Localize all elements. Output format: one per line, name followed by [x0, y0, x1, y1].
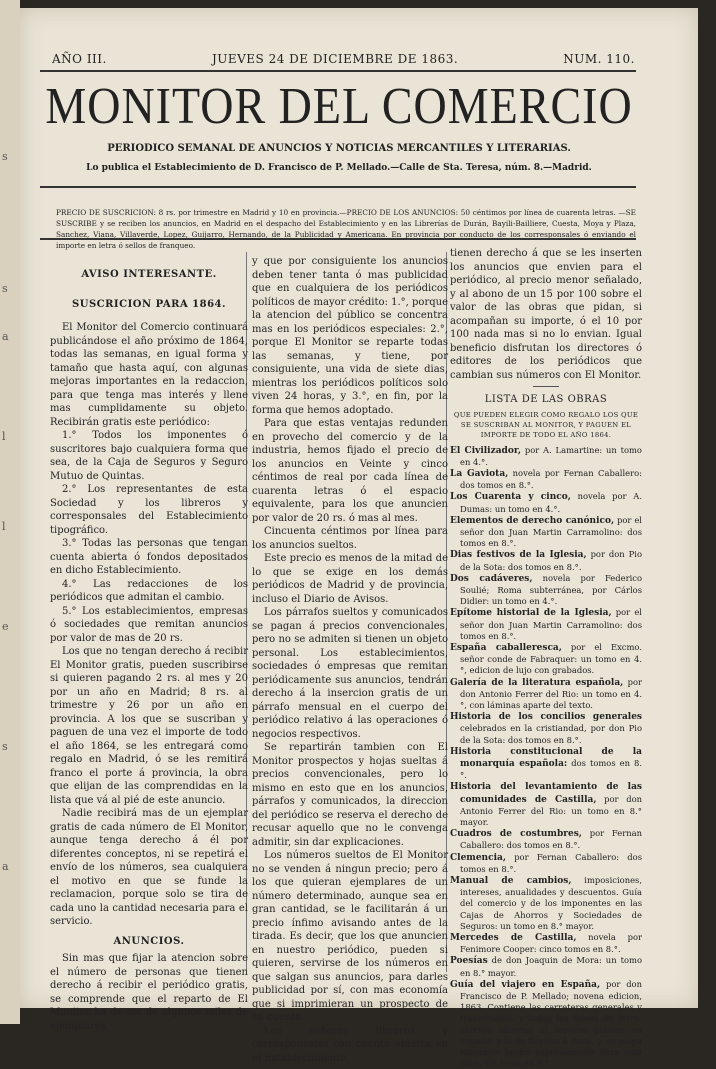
book-title: Historia del levantamiento de las comunidades de Castilla, — [450, 782, 642, 804]
book-title: Elementos de derecho canónico, — [450, 516, 614, 526]
paragraph: Cincuenta céntimos por línea para los anuncios sueltos. — [252, 525, 448, 552]
paragraph: El Monitor del Comercio continuará publicándose el año próximo de 1864, todas las semanas, en igual forma y tamaño que hasta aquí, con algunas mejoras importantes en la redaccion, para que tenga mas interés y llene mas cumplidamente su objeto. Recibirán gratis este periódico: — [50, 321, 248, 429]
paragraph: y que por consiguiente los anuncios deben tener tanta ó mas publicidad que en cualquiera de los periódicos políticos de mayor crédito: 1.°, porque la atencion del público se concentra mas en los periódicos especiales: 2.°, porque El Monitor se reparte todas las semanas, y tiene, por consiguiente, una vida de siete dias, mientras los periódicos políticos solo viven 24 horas, y 3.°, en fin, por la forma que hemos adoptado. — [252, 255, 448, 417]
masthead-subtitle: PERIODICO SEMANAL DE ANUNCIOS Y NOTICIAS MERCANTILES Y LITERARIAS. — [40, 143, 638, 154]
book-list-item — [450, 711, 642, 746]
book-details: por Fernan Caballero: dos tomos en 8.°. — [460, 828, 642, 850]
book-title: Mercedes de Castilla, — [450, 933, 576, 943]
number-label: NUM. 110. — [563, 52, 635, 66]
edge-letter: s — [2, 282, 8, 295]
book-details: novela por Fenimore Cooper: cinco tomos en 8.°. — [460, 932, 642, 954]
top-rule — [40, 70, 636, 72]
date-label: JUEVES 24 DE DICIEMBRE DE 1863. — [212, 52, 458, 66]
edge-letter: l — [2, 430, 6, 443]
column-1 — [50, 262, 248, 1033]
masthead-title: MONITOR DEL COMERCIO — [40, 76, 638, 135]
book-details: por el Excmo. señor conde de Fabraquer: un tomo en 4.°, edicion de lujo con grabados. — [460, 642, 642, 675]
book-title: Galería de la literatura española, — [450, 678, 623, 688]
paragraph: Nadie recibirá mas de un ejemplar gratis de cada número de El Monitor, aunque tenga derecho á él por diferentes conceptos, ni se repetirá el envío de los números, sea cualquiera el motivo en que se funde la reclamacion, porque solo se tira de cada uno la cantidad necesaria para el servicio. — [50, 807, 248, 929]
book-details: celebrados en la cristiandad, por don Pio de la Sota: dos tomos en 8.°. — [460, 723, 642, 744]
book-title: España caballeresca, — [450, 643, 562, 653]
book-details: novela por A. Dumas: un tomo en 4.°. — [460, 491, 642, 513]
publisher-line: Lo publica el Establecimiento de D. Francisco de P. Mellado.—Calle de Sta. Teresa, núm. 8.—Madrid. — [40, 163, 638, 173]
book-list-item — [450, 932, 642, 955]
paragraph: Se repartirán tambien con El Monitor prospectos y hojas sueltas á precios convencionales, pero lo mismo en esto que en los anuncios, párrafos y comunicados, la direccion del periódico se reserva el derecho de recusar aquello que no le convenga admitir, sin dar explicaciones. — [252, 741, 448, 849]
book-list-item — [450, 642, 642, 677]
edge-letter: s — [2, 740, 8, 753]
column-3 — [450, 247, 642, 1069]
book-list-item — [450, 677, 642, 712]
section-heading: AVISO INTERESANTE. — [50, 268, 248, 282]
book-title: Cuadros de costumbres, — [450, 829, 582, 839]
edge-letter: e — [2, 620, 9, 633]
book-title: La Gaviota, — [450, 469, 508, 479]
paragraph: Los párrafos sueltos y comunicados se pagan á precios convencionales, pero no se admiten si tienen un objeto personal. Los establecimientos, sociedades ó empresas que remitan periódicamente sus anuncios, tendrán derecho á la insercion gratis de un párrafo mensual en el cuerpo del periódico relativo á las operaciones ó negocios respectivos. — [252, 606, 448, 741]
left-page-edge — [0, 0, 20, 1024]
paragraph: Sin mas que fijar la atencion sobre el número de personas que tienen derecho á recibir el periódico gratis, se comprende que el reparto de El Monitor ha de ser de algunos miles de ejemplares, — [50, 952, 248, 1033]
short-rule — [533, 386, 559, 387]
paragraph: 1.° Todos los imponentes ó suscritores bajo cualquiera forma que sea, de la Caja de Seguros y Seguro Mutuo de Quintas. — [50, 429, 248, 483]
paragraph: 5.° Los establecimientos, empresas ó sociedades que remitan anuncios por valor de mas de 20 rs. — [50, 605, 248, 646]
paragraph: Los que no tengan derecho á recibir El Monitor gratis, pueden suscribirse si quieren pagando 2 rs. al mes y 20 por un año en Madrid; 8 rs. al trimestre y 26 por un año en provincia. A los que se suscriban y paguen de una vez el importe de todo el año 1864, se les entregará como regalo en Madrid, ó se les remitirá franco el porte á provincia, la obra que elijan de las comprendidas en la lista que vá al pié de este anuncio. — [50, 645, 248, 807]
book-details: novela por Federico Soulié; Roma subterránea, por Cárlos Didier: un tomo en 4.°. — [460, 573, 642, 606]
paragraph: 2.° Los representantes de esta Sociedad y los libreros y corresponsales del Establecimiento tipográfico. — [50, 483, 248, 537]
book-title: Dias festivos de la Iglesia, — [450, 550, 587, 560]
book-list-item — [450, 781, 642, 828]
book-details: por don Francisco de P. Mellado; novena edicion, 1863. Contiene las carreteras generales y trasversales, y todas las líneas de ferro-carriles abiertas al servicio público en España, y la de Bayona á Paris, y un mapa itinerario hecho expresamente para esta obra. Un tomo en 8.°. — [460, 979, 642, 1068]
book-list-item — [450, 468, 642, 491]
book-title: Epítome historial de la Iglesia, — [450, 608, 612, 618]
book-title: Poesías — [450, 956, 488, 966]
list-title: LISTA DE LAS OBRAS — [450, 393, 642, 407]
book-list-item — [450, 491, 642, 514]
paragraph: tienen derecho á que se les inserten los anuncios que envien para el periódico, al precio menor señalado, y al abono de un 15 por 100 sobre el valor de las obras que pidan, si acompañan su importe, ó el 10 por 100 nada mas si no lo envian. Igual beneficio disfrutan los directores ó editores de los periódicos que cambian sus números con El Monitor. — [450, 247, 642, 382]
section-subheading: SUSCRICION PARA 1864. — [50, 298, 248, 312]
edge-letter: a — [2, 330, 9, 343]
book-details: por don Antonio Ferrer del Rio: un tomo en 4.°, con láminas aparte del texto. — [460, 677, 642, 710]
book-title: El Civilizador, — [450, 446, 521, 456]
book-details: novela por Fernan Caballero: dos tomos en 8.°. — [460, 468, 642, 490]
column-2 — [252, 255, 448, 1065]
year-label: AÑO III. — [52, 52, 107, 66]
book-list-item — [450, 607, 642, 642]
book-list-item — [450, 852, 642, 875]
paragraph: Los números sueltos de El Monitor no se venden á ningun precio; pero á los que quieran ejemplares de un número determinado, aunque sea en gran cantidad, se le facilitarán á un precio ínfimo avisando antes de la tirada. Es decir, que los que anuncien en nuestro periódico, pueden si quieren, servirse de los números en que salgan sus anuncios, para darles publicidad por sí, con mas economía que si imprimieran un prospecto de su cuenta. — [252, 849, 448, 1025]
header-rule — [40, 186, 636, 188]
book-title: Manual de cambios, — [450, 876, 571, 886]
book-details: por don Pio de la Sota: dos tomos en 8.°. — [460, 549, 642, 571]
book-details: por el señor don Juan Martin Carramolino: dos tomos en 8.°. — [460, 515, 642, 548]
book-details: de don Joaquin de Mora: un tomo en 8.° mayor. — [460, 955, 642, 977]
list-subtitle: QUE PUEDEN ELEGIR COMO REGALO LOS QUE SE SUSCRIBAN AL MONITOR, Y PAGUEN EL IMPORTE DE TODO EL AÑO 1864. — [450, 410, 642, 440]
subscription-notice: PRECIO DE SUSCRICION: 8 rs. por trimestre en Madrid y 10 en provincia.—PRECIO DE LOS ANUNCIOS: 50 céntimos por línea de cuarenta letras. —SE SUSCRIBE y se reciben los anuncios, en Madrid en el despacho del Establecimiento y en las Librerías de Durán, Bayili-Bailliere, Cuesta, Moya y Plaza, Sanchez, Viana, Villaverde, Lopez, Guijarro, Hernando, de la Publicidad y Americana. En provincia por conducto de los corresponsales ó enviando el importe en letra ó sellos de franqueo. — [56, 207, 636, 251]
section-heading: ANUNCIOS. — [50, 935, 248, 949]
book-list-item — [450, 955, 642, 978]
book-list-item — [450, 445, 642, 468]
paragraph: 3.° Todas las personas que tengan cuenta abierta ó fondos depositados en dicho Establecimiento. — [50, 537, 248, 578]
book-details: por A. Lamartine: un tomo en 4.°. — [460, 445, 642, 467]
book-details: dos tomos en 8.°. — [460, 758, 642, 780]
book-title: Dos cadáveres, — [450, 574, 533, 584]
book-list-item — [450, 549, 642, 572]
paragraph: Para que estas ventajas redunden en provecho del comercio y de la industria, hemos fijado el precio de los anuncios en Veinte y cinco céntimos de real por cada línea de cuarenta letras ó el espacio equivalente, para los que anuncien por valor de 20 rs. ó mas al mes. — [252, 417, 448, 525]
book-title: Guía del viajero en España, — [450, 980, 600, 990]
edge-letter: l — [2, 520, 6, 533]
book-details: por Fernan Caballero: dos tomos en 8.°. — [460, 852, 642, 874]
book-list-item — [450, 875, 642, 932]
edge-letter: a — [2, 860, 9, 873]
paragraph: Este precio es menos de la mitad de lo que se exige en los demás periódicos de Madrid y de provincia, incluso el Diario de Avisos. — [252, 552, 448, 606]
book-list — [450, 445, 642, 1069]
book-details: imposiciones, intereses, anualidades y descuentos. Guía del comercio y de los imponentes en las Cajas de Ahorros y Sociedades de Seguros: un tomo en 8.° mayor. — [460, 875, 642, 931]
book-list-item — [450, 573, 642, 608]
book-details: por el señor don Juan Martin Carramolino: dos tomos en 8.°. — [460, 607, 642, 640]
book-details: por don Antonio Ferrer del Rio: un tomo en 8.° mayor. — [460, 794, 642, 827]
issue-line — [30, 52, 635, 66]
book-list-item — [450, 746, 642, 782]
book-title: Historia de los concilios generales — [450, 712, 642, 722]
book-list-item — [450, 828, 642, 851]
book-title: Los Cuarenta y cinco, — [450, 492, 571, 502]
paragraph: 4.° Las redacciones de los periódicos que admitan el cambio. — [50, 578, 248, 605]
paragraph: Los señores libreros y corresponsales con cuenta abierta en el Establecimiento, — [252, 1025, 448, 1066]
book-title: Historia constitucional de la monarquía española: — [450, 747, 642, 769]
edge-letter: s — [2, 150, 8, 163]
book-title: Clemencia, — [450, 853, 506, 863]
book-list-item — [450, 515, 642, 550]
notice-rule — [40, 238, 636, 240]
